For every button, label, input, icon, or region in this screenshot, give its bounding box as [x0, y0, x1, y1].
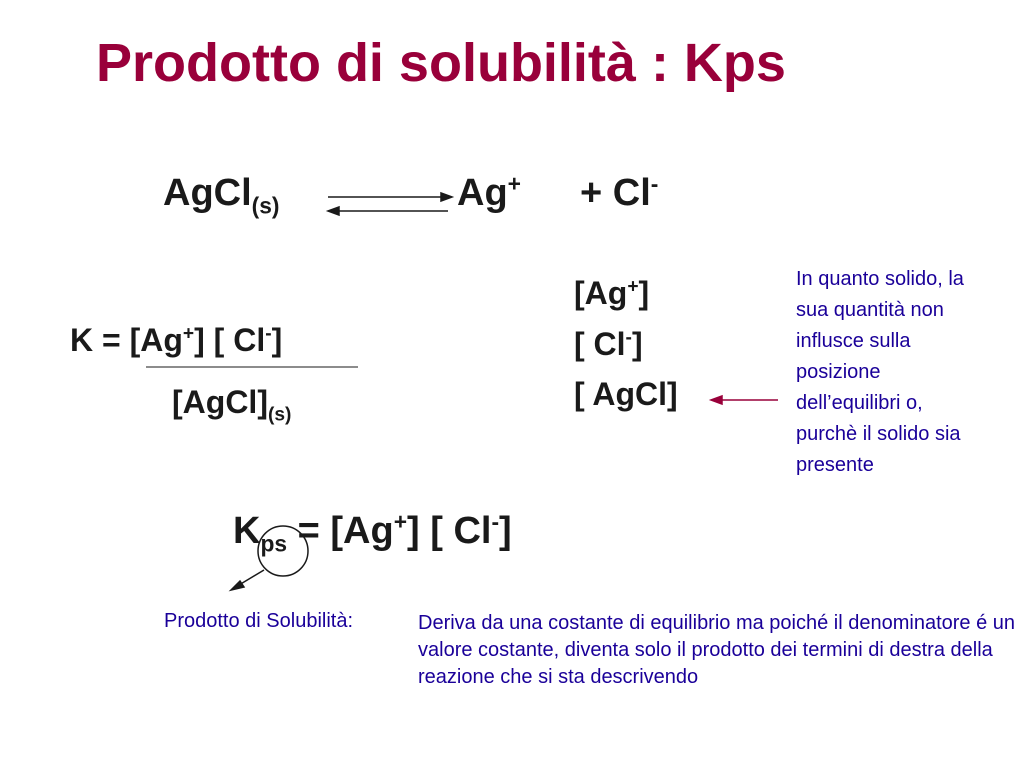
species-ag-open: [Ag [574, 275, 628, 311]
product-cl-formula: + Cl [580, 172, 651, 214]
kps-k: K [233, 510, 261, 552]
k-end: ] [271, 322, 283, 358]
equilibrium-arrows-icon [328, 193, 452, 215]
product-ag-charge: + [507, 170, 521, 197]
species-agcl: [ AgCl] [574, 376, 678, 412]
k-lhs: K = [Ag [70, 322, 183, 358]
slide-title: Prodotto di solubilità : Kps [96, 33, 786, 93]
k-ag-charge: + [182, 323, 195, 345]
pointer-arrow-icon [711, 396, 778, 404]
kps-subscript: ps [260, 530, 288, 557]
kps-pointer-arrow-icon [231, 570, 264, 590]
kps-mid: ] [ Cl [407, 510, 492, 552]
kps-end: ] [499, 510, 512, 552]
species-cl-open: [ Cl [574, 326, 626, 362]
kps-label: Prodotto di Solubilità: [164, 610, 354, 632]
kps-cl-charge: - [491, 508, 500, 535]
species-ag-charge: + [627, 276, 639, 298]
species-ag-close: ] [638, 275, 650, 311]
species-cl-close: ] [631, 326, 643, 362]
k-denominator-formula: [AgCl] [172, 384, 268, 420]
kps-ag-charge: + [393, 508, 408, 535]
kps-rest: = [Ag [297, 510, 394, 552]
product-cl-charge: - [650, 170, 659, 197]
reactant-formula: AgCl [163, 172, 252, 214]
explanation-text: Deriva da una costante di equilibrio ma poiché il denominatore é un valore costante, diventa solo il prodotto dei termini di destra della reazione che si sta descrivendo [418, 612, 1016, 688]
k-denominator-state: (s) [267, 404, 292, 426]
reactant-state: (s) [251, 192, 280, 219]
kps-highlight-circle [258, 526, 308, 576]
species-cl-charge: - [625, 327, 632, 349]
product-ag-formula: Ag [457, 172, 508, 214]
side-note: In quanto solido, la sua quantità non influsce sulla posizione dell’equilibri o, purchè il solido sia presente [796, 268, 964, 476]
k-mid: ] [ Cl [194, 322, 266, 358]
k-cl-charge: - [265, 323, 272, 345]
